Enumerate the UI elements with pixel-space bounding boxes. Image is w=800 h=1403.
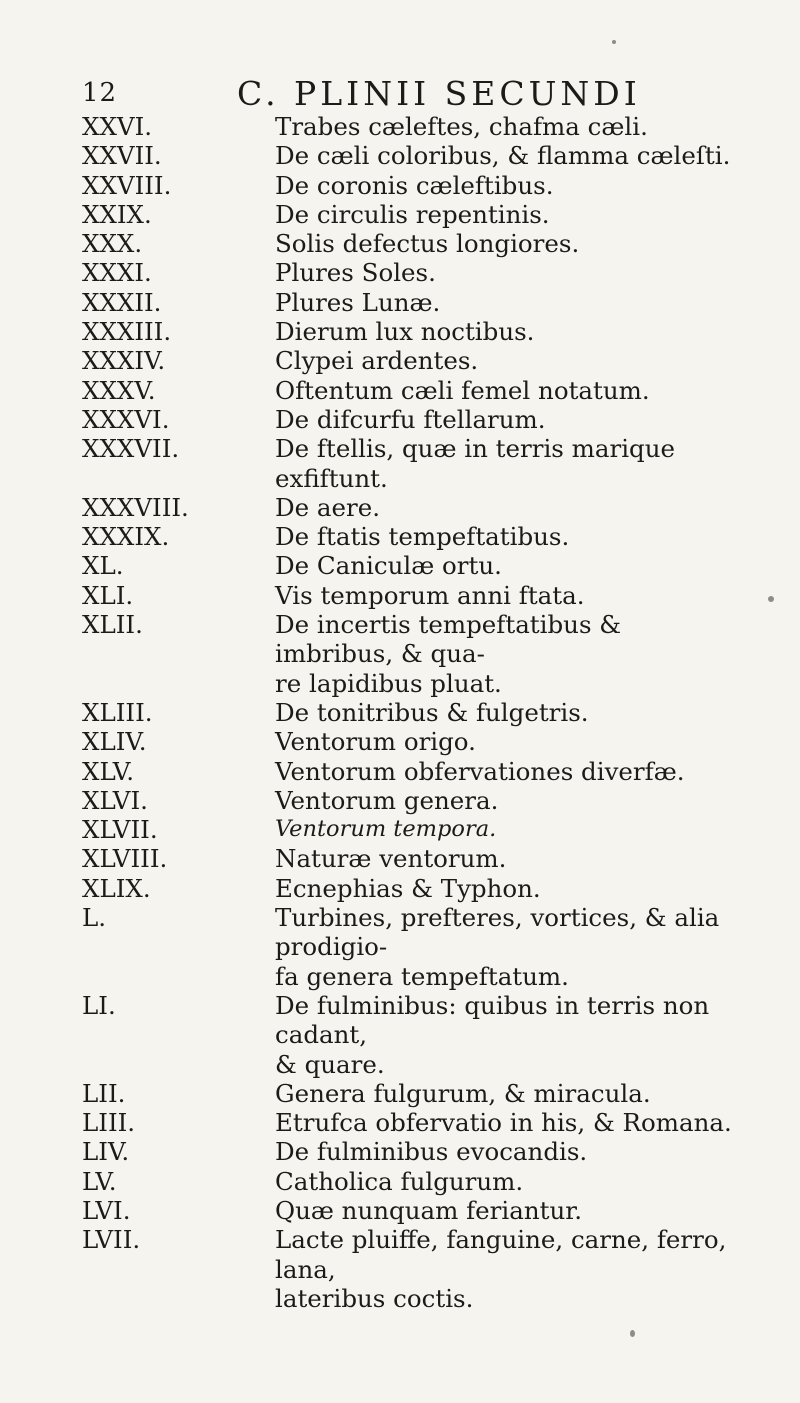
contents-entry — [82, 376, 742, 405]
chapter-numeral: LV. — [82, 1166, 117, 1196]
chapter-title: De cæli coloribus, & flamma cæleſti. — [275, 141, 731, 171]
contents-entry — [82, 493, 742, 522]
chapter-title: De fulminibus evocandis. — [275, 1137, 588, 1167]
chapter-numeral: XLIV. — [82, 727, 147, 757]
contents-entry — [82, 200, 742, 229]
chapter-numeral: XLIII. — [82, 697, 153, 727]
contents-entry — [82, 171, 742, 200]
chapter-numeral: XXXIII. — [82, 317, 172, 347]
chapter-numeral: XXXI. — [82, 258, 152, 288]
chapter-title: Plures Soles. — [275, 258, 436, 288]
chapter-title: Dierum lux noctibus. — [275, 317, 535, 347]
chapter-title: Ventorum tempora. — [275, 816, 497, 843]
chapter-numeral: XXXVI. — [82, 404, 170, 434]
chapter-title: Quæ nunquam feriantur. — [275, 1195, 583, 1225]
chapter-numeral: XLVI. — [82, 785, 148, 815]
chapter-title: Ventorum obfervationes diverfæ. — [275, 756, 685, 786]
chapter-numeral: L. — [82, 903, 107, 933]
chapter-title: Solis defectus longiores. — [275, 229, 580, 259]
chapter-title: De ftellis, quæ in terris marique exfiftunt. — [275, 434, 675, 493]
chapter-title: Naturæ ventorum. — [275, 844, 507, 874]
chapter-numeral: XXXIX. — [82, 522, 170, 552]
chapter-numeral: XXX. — [82, 229, 143, 259]
chapter-title: Ventorum origo. — [275, 727, 476, 757]
contents-entry — [82, 1196, 742, 1225]
chapter-numeral: XXVII. — [82, 141, 162, 171]
chapter-title: Vis temporum anni ftata. — [275, 580, 585, 610]
chapter-title: Catholica fulgurum. — [275, 1166, 524, 1196]
table-of-contents — [82, 112, 742, 1313]
contents-entry — [82, 317, 742, 346]
contents-entry — [82, 757, 742, 786]
contents-entry — [82, 610, 742, 698]
contents-entry — [82, 1108, 742, 1137]
chapter-title: Trabes cæleftes, chafma cæli. — [275, 112, 648, 141]
contents-entry — [82, 1137, 742, 1166]
chapter-title: Plures Lunæ. — [275, 287, 441, 317]
chapter-numeral: XXXII. — [82, 287, 162, 317]
contents-entry — [82, 522, 742, 551]
chapter-title: Ventorum genera. — [275, 785, 499, 815]
chapter-title: Etrufca obfervatio in his, & Romana. — [275, 1108, 732, 1138]
contents-entry — [82, 405, 742, 434]
contents-entry — [82, 1225, 742, 1313]
chapter-title: Genera fulgurum, & miracula. — [275, 1078, 651, 1108]
contents-entry — [82, 346, 742, 375]
ink-speck — [612, 40, 616, 44]
contents-entry — [82, 698, 742, 727]
ink-speck — [630, 1330, 635, 1337]
chapter-numeral: LVII. — [82, 1225, 141, 1255]
chapter-title: Turbines, prefteres, vortices, & alia prodigio- fa genera tempeftatum. — [275, 903, 720, 991]
chapter-numeral: XXXVIII. — [82, 492, 189, 522]
contents-entry — [82, 288, 742, 317]
chapter-title: De tonitribus & fulgetris. — [275, 697, 589, 727]
chapter-numeral: XXXV. — [82, 375, 156, 405]
contents-entry — [82, 815, 742, 844]
page-header — [82, 72, 722, 112]
chapter-title: Oftentum cæli femel notatum. — [275, 375, 650, 405]
contents-entry — [82, 1079, 742, 1108]
chapter-numeral: LVI. — [82, 1195, 131, 1225]
chapter-title: De difcurfu ftellarum. — [275, 404, 546, 434]
ink-speck — [768, 596, 774, 602]
chapter-numeral: XLI. — [82, 580, 134, 610]
chapter-numeral: XLV. — [82, 756, 135, 786]
chapter-title: De incertis tempeftatibus & imbribus, & qua- re lapidibus pluat. — [275, 610, 622, 698]
contents-entry — [82, 434, 742, 493]
chapter-title: De Caniculæ ortu. — [275, 551, 502, 581]
contents-entry — [82, 581, 742, 610]
contents-entry — [82, 874, 742, 903]
chapter-title: De fulminibus: quibus in terris non cadant, & quare. — [275, 990, 710, 1079]
chapter-numeral: LIV. — [82, 1137, 130, 1167]
chapter-numeral: XLVIII. — [82, 844, 168, 874]
chapter-title: De ftatis tempeftatibus. — [275, 522, 570, 552]
contents-entry — [82, 229, 742, 258]
contents-entry — [82, 112, 742, 141]
contents-entry — [82, 727, 742, 756]
contents-entry — [82, 786, 742, 815]
contents-entry — [82, 1167, 742, 1196]
contents-entry — [82, 141, 742, 170]
contents-entry — [82, 551, 742, 580]
chapter-title: De coronis cæleftibus. — [275, 170, 554, 200]
running-title: C. PLINII SECUNDI — [237, 74, 641, 113]
chapter-numeral: XXIX. — [82, 199, 152, 229]
chapter-numeral: LIII. — [82, 1108, 136, 1138]
page-number: 12 — [82, 78, 118, 108]
chapter-numeral: XXVIII. — [82, 170, 172, 200]
chapter-numeral: XLII. — [82, 610, 143, 640]
contents-entry — [82, 844, 742, 873]
chapter-title: Clypei ardentes. — [275, 346, 479, 376]
chapter-title: De aere. — [275, 492, 381, 522]
chapter-title: Lacte pluiffe, fanguine, carne, ferro, lana, lateribus coctis. — [275, 1225, 727, 1313]
contents-entry — [82, 903, 742, 991]
chapter-numeral: LII. — [82, 1078, 126, 1108]
contents-entry — [82, 258, 742, 287]
chapter-title: De circulis repentinis. — [275, 199, 550, 229]
chapter-numeral: XXVI. — [82, 112, 153, 141]
chapter-numeral: XL. — [82, 551, 124, 581]
chapter-numeral: LI. — [82, 990, 116, 1020]
chapter-numeral: XLVII. — [82, 815, 158, 845]
chapter-numeral: XLIX. — [82, 873, 151, 903]
chapter-numeral: XXXVII. — [82, 434, 180, 464]
chapter-title: Ecnephias & Typhon. — [275, 873, 541, 903]
chapter-numeral: XXXIV. — [82, 346, 166, 376]
contents-entry — [82, 991, 742, 1079]
